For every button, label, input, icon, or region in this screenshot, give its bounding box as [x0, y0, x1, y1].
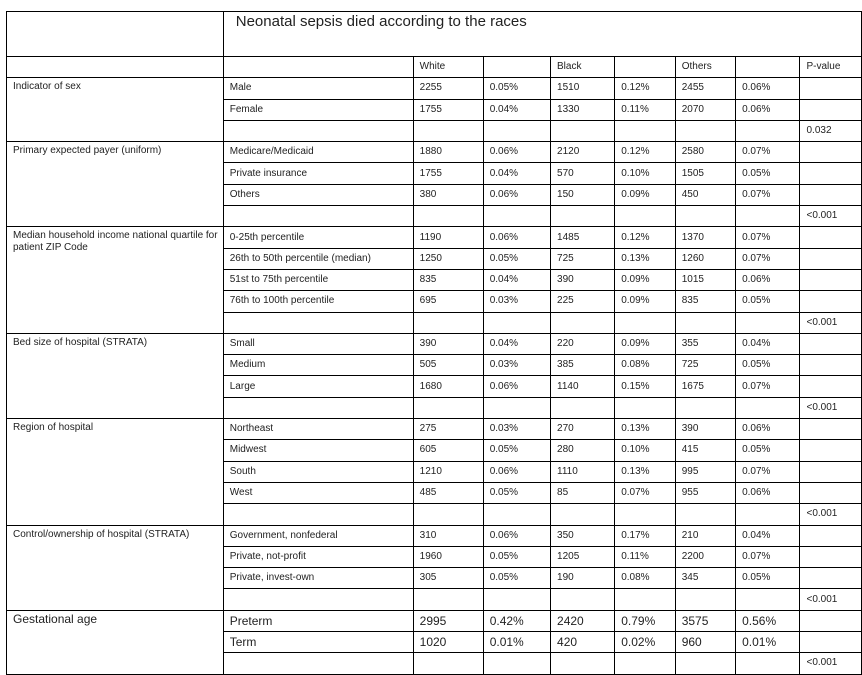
header-black: Black [551, 57, 615, 78]
corner-cell [7, 12, 224, 57]
others-percent: 0.07% [736, 184, 800, 205]
white-count: 380 [413, 184, 483, 205]
row-label: Others [223, 184, 413, 205]
others-percent: 0.05% [736, 291, 800, 312]
row-label: Private, not-profit [223, 546, 413, 567]
others-percent: 0.06% [736, 78, 800, 99]
others-count: 995 [675, 461, 735, 482]
others-count: 2580 [675, 142, 735, 163]
white-count: 835 [413, 269, 483, 290]
white-percent: 0.03% [483, 419, 550, 440]
black-count: 150 [551, 184, 615, 205]
row-label: Female [223, 99, 413, 120]
black-percent: 0.02% [615, 632, 675, 653]
black-count: 385 [551, 355, 615, 376]
others-percent: 0.05% [736, 163, 800, 184]
pvalue-empty [800, 99, 862, 120]
white-percent: 0.06% [483, 227, 550, 248]
black-count: 390 [551, 269, 615, 290]
pvalue-empty [800, 610, 862, 631]
category-label: Region of hospital [7, 419, 224, 525]
white-percent: 0.03% [483, 355, 550, 376]
pvalue-empty [800, 568, 862, 589]
black-count: 2120 [551, 142, 615, 163]
white-percent: 0.05% [483, 248, 550, 269]
pvalue-empty [800, 355, 862, 376]
white-count: 305 [413, 568, 483, 589]
white-percent: 0.06% [483, 376, 550, 397]
white-percent: 0.05% [483, 546, 550, 567]
others-count: 835 [675, 291, 735, 312]
pvalue-empty [800, 248, 862, 269]
others-count: 955 [675, 482, 735, 503]
pvalue-empty [800, 525, 862, 546]
others-count: 725 [675, 355, 735, 376]
black-percent: 0.09% [615, 291, 675, 312]
black-percent: 0.08% [615, 568, 675, 589]
black-percent: 0.12% [615, 227, 675, 248]
others-count: 210 [675, 525, 735, 546]
pvalue-empty [800, 419, 862, 440]
black-count: 570 [551, 163, 615, 184]
black-percent: 0.15% [615, 376, 675, 397]
pvalue-empty [800, 227, 862, 248]
white-count: 505 [413, 355, 483, 376]
black-count: 350 [551, 525, 615, 546]
header-others: Others [675, 57, 735, 78]
row-label: Northeast [223, 419, 413, 440]
row-label: Private insurance [223, 163, 413, 184]
white-percent: 0.05% [483, 440, 550, 461]
white-percent: 0.04% [483, 333, 550, 354]
others-percent: 0.06% [736, 269, 800, 290]
white-percent: 0.06% [483, 461, 550, 482]
others-count: 2070 [675, 99, 735, 120]
table-row [7, 142, 862, 163]
header-white: White [413, 57, 483, 78]
category-label: Bed size of hospital (STRATA) [7, 333, 224, 418]
black-count: 420 [551, 632, 615, 653]
white-count: 695 [413, 291, 483, 312]
black-count: 280 [551, 440, 615, 461]
table-row [7, 333, 862, 354]
white-count: 2995 [413, 610, 483, 631]
pvalue-empty [800, 546, 862, 567]
others-count: 390 [675, 419, 735, 440]
row-label: Medium [223, 355, 413, 376]
white-count: 275 [413, 419, 483, 440]
table-title: Neonatal sepsis died according to the races [223, 12, 861, 57]
white-count: 1755 [413, 163, 483, 184]
others-percent: 0.07% [736, 227, 800, 248]
others-percent: 0.07% [736, 248, 800, 269]
pvalue-empty [800, 163, 862, 184]
pvalue-empty [800, 269, 862, 290]
others-percent: 0.07% [736, 142, 800, 163]
black-percent: 0.10% [615, 440, 675, 461]
black-percent: 0.13% [615, 248, 675, 269]
black-percent: 0.17% [615, 525, 675, 546]
row-label: 76th to 100th percentile [223, 291, 413, 312]
white-percent: 0.05% [483, 482, 550, 503]
pvalue: <0.001 [800, 589, 862, 610]
white-count: 1680 [413, 376, 483, 397]
others-percent: 0.07% [736, 461, 800, 482]
black-percent: 0.09% [615, 184, 675, 205]
black-percent: 0.07% [615, 482, 675, 503]
pvalue: <0.001 [800, 397, 862, 418]
table-row [7, 78, 862, 99]
row-label: Term [223, 632, 413, 653]
row-label: South [223, 461, 413, 482]
pvalue: <0.001 [800, 653, 862, 674]
others-count: 1675 [675, 376, 735, 397]
row-label: Large [223, 376, 413, 397]
row-label: Medicare/Medicaid [223, 142, 413, 163]
others-percent: 0.05% [736, 440, 800, 461]
table-row [7, 525, 862, 546]
pvalue-empty [800, 376, 862, 397]
others-count: 1505 [675, 163, 735, 184]
pvalue-empty [800, 142, 862, 163]
black-percent: 0.11% [615, 99, 675, 120]
white-count: 2255 [413, 78, 483, 99]
black-count: 85 [551, 482, 615, 503]
white-percent: 0.03% [483, 291, 550, 312]
others-count: 345 [675, 568, 735, 589]
black-count: 1140 [551, 376, 615, 397]
header-row [7, 57, 862, 78]
black-percent: 0.13% [615, 461, 675, 482]
others-count: 1015 [675, 269, 735, 290]
pvalue-empty [800, 78, 862, 99]
others-count: 2455 [675, 78, 735, 99]
row-label: Small [223, 333, 413, 354]
pvalue: <0.001 [800, 504, 862, 525]
white-count: 310 [413, 525, 483, 546]
pvalue-empty [800, 482, 862, 503]
table-row [7, 419, 862, 440]
black-percent: 0.10% [615, 163, 675, 184]
black-percent: 0.09% [615, 269, 675, 290]
white-percent: 0.04% [483, 269, 550, 290]
others-percent: 0.06% [736, 99, 800, 120]
black-count: 1110 [551, 461, 615, 482]
black-percent: 0.12% [615, 142, 675, 163]
pvalue-empty [800, 440, 862, 461]
others-percent: 0.07% [736, 376, 800, 397]
others-percent: 0.05% [736, 355, 800, 376]
others-percent: 0.07% [736, 546, 800, 567]
black-percent: 0.09% [615, 333, 675, 354]
others-count: 450 [675, 184, 735, 205]
white-percent: 0.42% [483, 610, 550, 631]
row-label: Male [223, 78, 413, 99]
black-count: 270 [551, 419, 615, 440]
row-label: West [223, 482, 413, 503]
row-label: 0-25th percentile [223, 227, 413, 248]
pvalue: <0.001 [800, 312, 862, 333]
white-percent: 0.06% [483, 525, 550, 546]
others-count: 355 [675, 333, 735, 354]
others-percent: 0.04% [736, 333, 800, 354]
category-label: Indicator of sex [7, 78, 224, 142]
others-count: 960 [675, 632, 735, 653]
white-percent: 0.04% [483, 163, 550, 184]
others-percent: 0.04% [736, 525, 800, 546]
others-count: 415 [675, 440, 735, 461]
pvalue-empty [800, 333, 862, 354]
black-count: 725 [551, 248, 615, 269]
white-percent: 0.01% [483, 632, 550, 653]
black-percent: 0.11% [615, 546, 675, 567]
white-count: 1190 [413, 227, 483, 248]
category-label: Gestational age [7, 610, 224, 674]
row-label: Preterm [223, 610, 413, 631]
others-percent: 0.06% [736, 482, 800, 503]
row-label: 51st to 75th percentile [223, 269, 413, 290]
others-percent: 0.56% [736, 610, 800, 631]
others-count: 1260 [675, 248, 735, 269]
white-percent: 0.05% [483, 568, 550, 589]
others-count: 1370 [675, 227, 735, 248]
black-count: 220 [551, 333, 615, 354]
black-percent: 0.13% [615, 419, 675, 440]
white-count: 1210 [413, 461, 483, 482]
white-percent: 0.05% [483, 78, 550, 99]
pvalue: <0.001 [800, 206, 862, 227]
black-count: 2420 [551, 610, 615, 631]
others-count: 3575 [675, 610, 735, 631]
white-count: 485 [413, 482, 483, 503]
white-count: 1020 [413, 632, 483, 653]
white-count: 1880 [413, 142, 483, 163]
table-row [7, 610, 862, 631]
black-count: 190 [551, 568, 615, 589]
others-percent: 0.06% [736, 419, 800, 440]
white-count: 390 [413, 333, 483, 354]
header-pvalue: P-value [800, 57, 862, 78]
black-count: 1330 [551, 99, 615, 120]
title-row [7, 12, 862, 57]
category-label: Median household income national quartile for patient ZIP Code [7, 227, 224, 333]
pvalue-empty [800, 291, 862, 312]
results-table [6, 11, 862, 675]
black-count: 1510 [551, 78, 615, 99]
white-count: 1755 [413, 99, 483, 120]
white-percent: 0.04% [483, 99, 550, 120]
black-percent: 0.79% [615, 610, 675, 631]
category-label: Primary expected payer (uniform) [7, 142, 224, 227]
black-percent: 0.08% [615, 355, 675, 376]
white-count: 1960 [413, 546, 483, 567]
category-label: Control/ownership of hospital (STRATA) [7, 525, 224, 610]
row-label: Private, invest-own [223, 568, 413, 589]
table-row [7, 227, 862, 248]
pvalue-empty [800, 632, 862, 653]
row-label: Government, nonfederal [223, 525, 413, 546]
black-count: 1485 [551, 227, 615, 248]
row-label: 26th to 50th percentile (median) [223, 248, 413, 269]
others-percent: 0.05% [736, 568, 800, 589]
row-label: Midwest [223, 440, 413, 461]
white-percent: 0.06% [483, 184, 550, 205]
white-count: 605 [413, 440, 483, 461]
white-count: 1250 [413, 248, 483, 269]
black-count: 1205 [551, 546, 615, 567]
white-percent: 0.06% [483, 142, 550, 163]
others-count: 2200 [675, 546, 735, 567]
black-percent: 0.12% [615, 78, 675, 99]
others-percent: 0.01% [736, 632, 800, 653]
pvalue-empty [800, 461, 862, 482]
pvalue-empty [800, 184, 862, 205]
pvalue: 0.032 [800, 120, 862, 141]
black-count: 225 [551, 291, 615, 312]
